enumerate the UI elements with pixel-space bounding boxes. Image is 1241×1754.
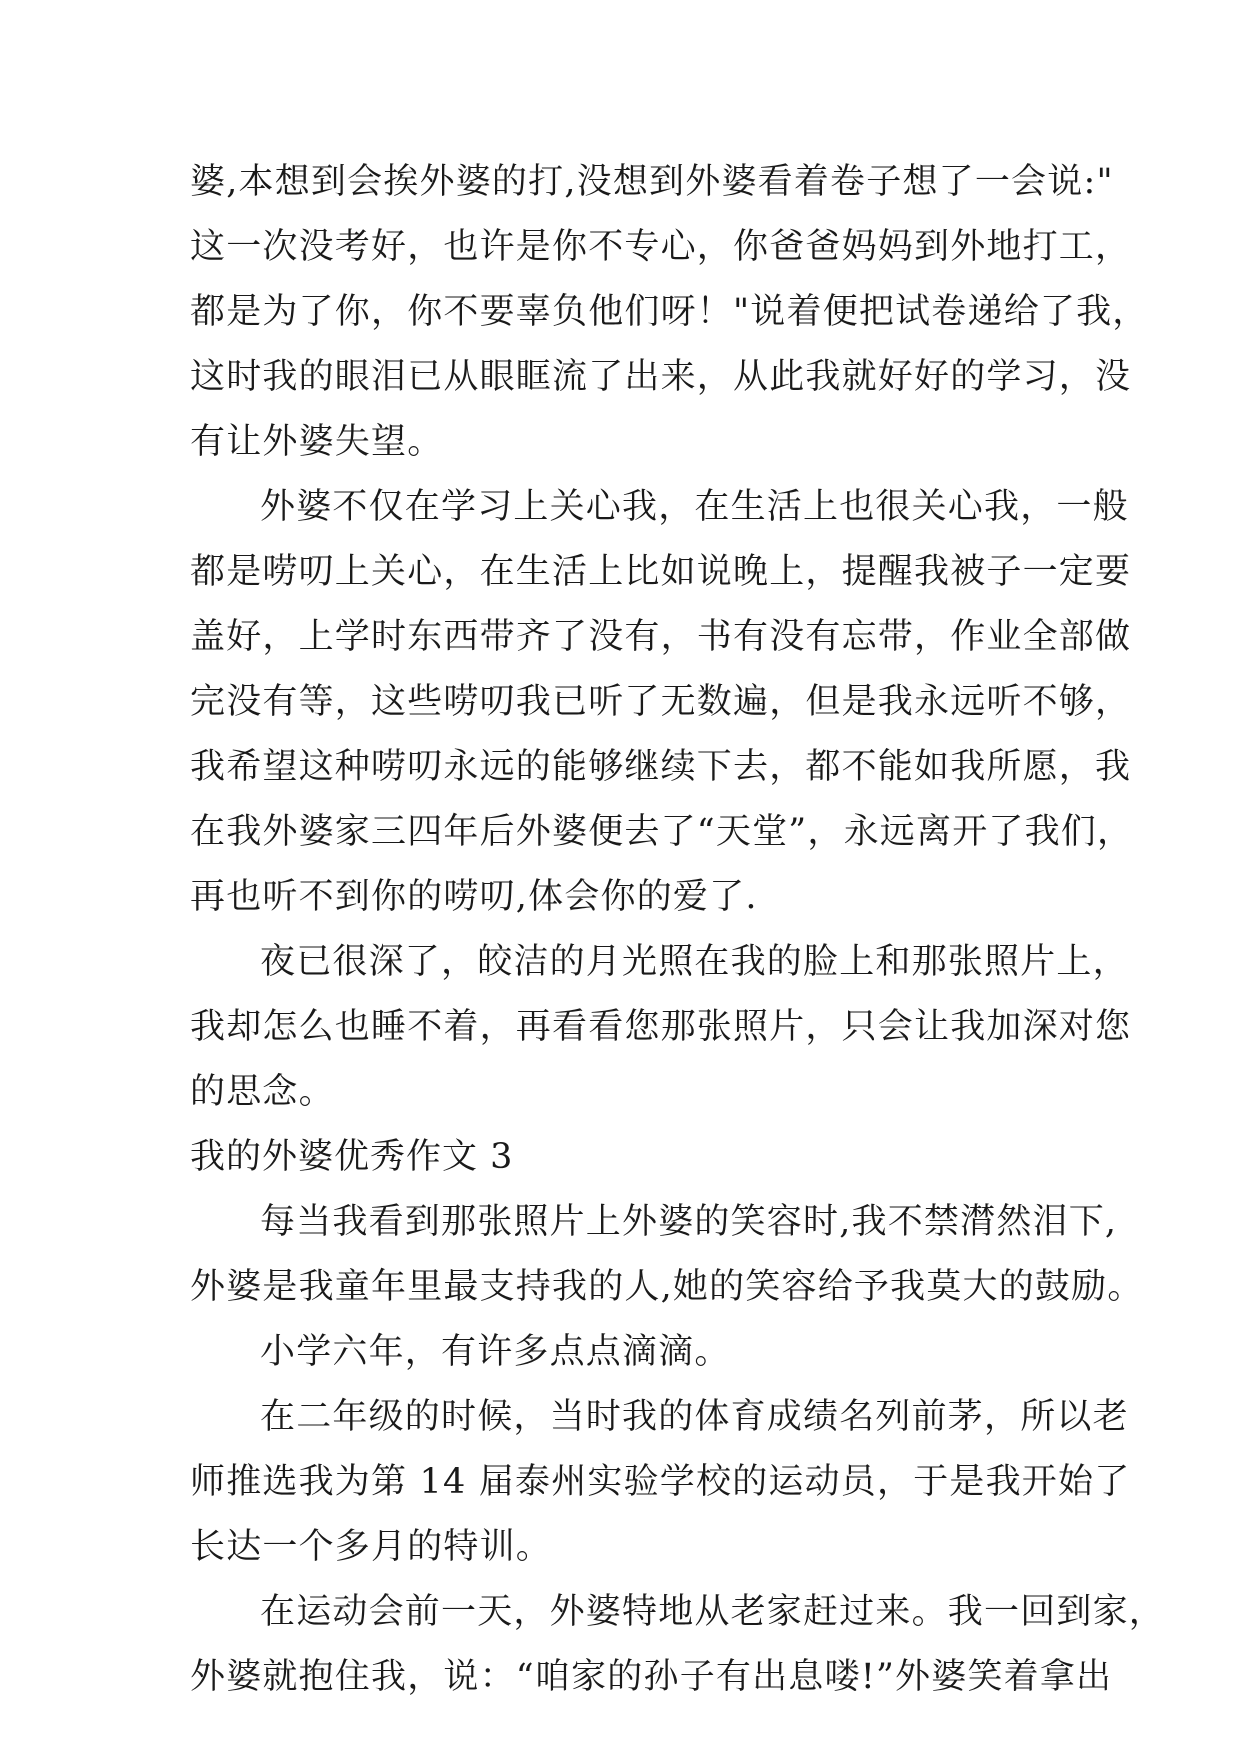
text-line: 都是为了你，你不要辜负他们呀！"说着便把试卷递给了我， [190, 292, 1149, 332]
paragraph-first-line: 外婆不仅在学习上关心我，在生活上也很关心我，一般 [260, 487, 1129, 527]
text-line: 再也听不到你的唠叨,体会你的爱了. [190, 877, 758, 917]
text-line: 盖好，上学时东西带齐了没有，书有没有忘带，作业全部做 [190, 617, 1132, 657]
paragraph-first-line: 在二年级的时候，当时我的体育成绩名列前茅，所以老 [260, 1397, 1129, 1437]
section-heading: 我的外婆优秀作文 3 [190, 1137, 514, 1177]
text-line: 完没有等，这些唠叨我已听了无数遍，但是我永远听不够， [190, 682, 1132, 722]
paragraph-first-line: 夜已很深了，皎洁的月光照在我的脸上和那张照片上， [260, 942, 1129, 982]
text-line: 婆,本想到会挨外婆的打,没想到外婆看着卷子想了一会说:" [190, 162, 1114, 202]
text-line: 长达一个多月的特训。 [190, 1527, 553, 1567]
text-line: 这时我的眼泪已从眼眶流了出来，从此我就好好的学习，没 [190, 357, 1132, 397]
text-line: 师推选我为第 14 届泰州实验学校的运动员，于是我开始了 [190, 1462, 1131, 1502]
text-line: 外婆是我童年里最支持我的人,她的笑容给予我莫大的鼓励。 [190, 1267, 1144, 1307]
text-line: 我希望这种唠叨永远的能够继续下去，都不能如我所愿，我 [190, 747, 1132, 787]
text-line: 的思念。 [190, 1072, 335, 1112]
text-line: 有让外婆失望。 [190, 422, 444, 462]
paragraph-first-line: 每当我看到那张照片上外婆的笑容时,我不禁潸然泪下, [260, 1202, 1118, 1242]
text-line: 这一次没考好，也许是你不专心，你爸爸妈妈到外地打工， [190, 227, 1132, 267]
text-line: 都是唠叨上关心，在生活上比如说晚上，提醒我被子一定要 [190, 552, 1132, 592]
text-line: 在我外婆家三四年后外婆便去了“天堂”，永远离开了我们， [190, 812, 1134, 852]
document-body [190, 150, 1166, 1710]
text-line: 外婆就抱住我，说：“咱家的孙子有出息喽!”外婆笑着拿出 [190, 1657, 1113, 1697]
paragraph-first-line: 在运动会前一天，外婆特地从老家赶过来。我一回到家， [260, 1592, 1166, 1632]
text-line: 我却怎么也睡不着，再看看您那张照片，只会让我加深对您 [190, 1007, 1132, 1047]
paragraph-first-line: 小学六年，有许多点点滴滴。 [260, 1332, 731, 1372]
